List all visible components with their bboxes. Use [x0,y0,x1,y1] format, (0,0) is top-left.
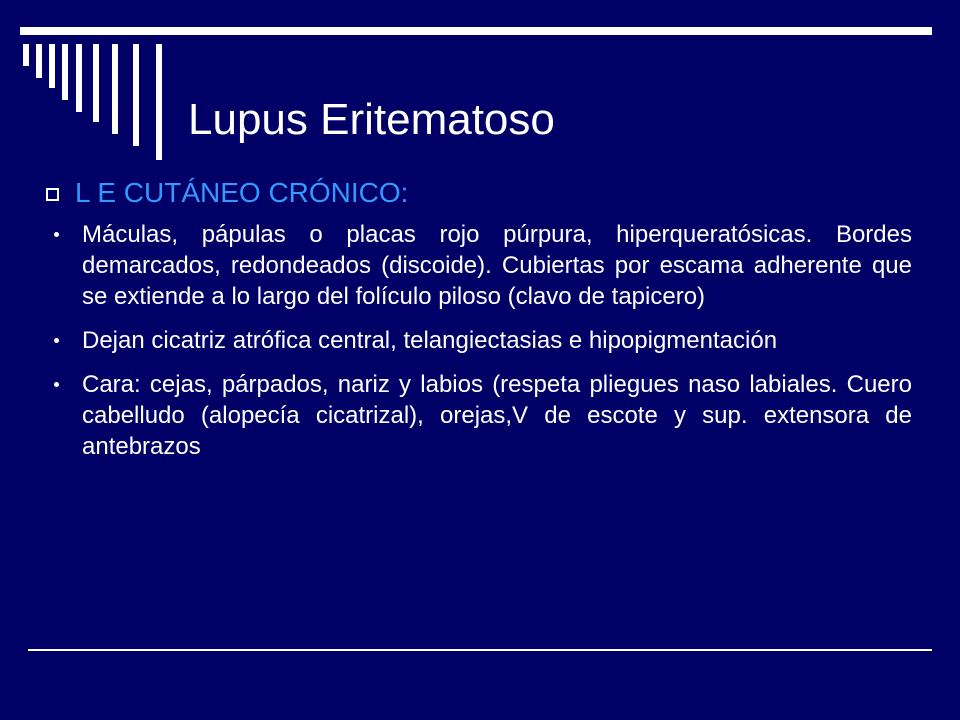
bullet-dot-icon [54,338,59,343]
slide-title: Lupus Eritematoso [188,95,555,144]
bullet-dot-icon [54,382,59,387]
list-item-text: Dejan cicatriz atrófica central, telangiectasias e hipopigmentación [82,327,778,354]
list-item-text: Máculas, pápulas o placas rojo púrpura, hiperqueratósicas. Bordes demarcados, redondeados (discoide). Cubiertas por escama adherente que se extiende a lo largo del folículo piloso (clavo de tapicero) [82,221,912,310]
bullet-list [52,219,912,475]
list-item [52,325,912,356]
subheading [46,176,408,210]
list-item-text: Cara: cejas, párpados, nariz y labios (respeta pliegues naso labiales. Cuero cabelludo (alopecía cicatrizal), orejas,V de escote y sup. extensora de antebrazos [82,371,912,460]
list-item [52,369,912,462]
bullet-dot-icon [54,232,59,237]
bottom-rule [28,649,932,651]
square-bullet-icon [46,188,59,201]
subheading-text: L E CUTÁNEO CRÓNICO: [75,177,409,208]
list-item [52,219,912,312]
